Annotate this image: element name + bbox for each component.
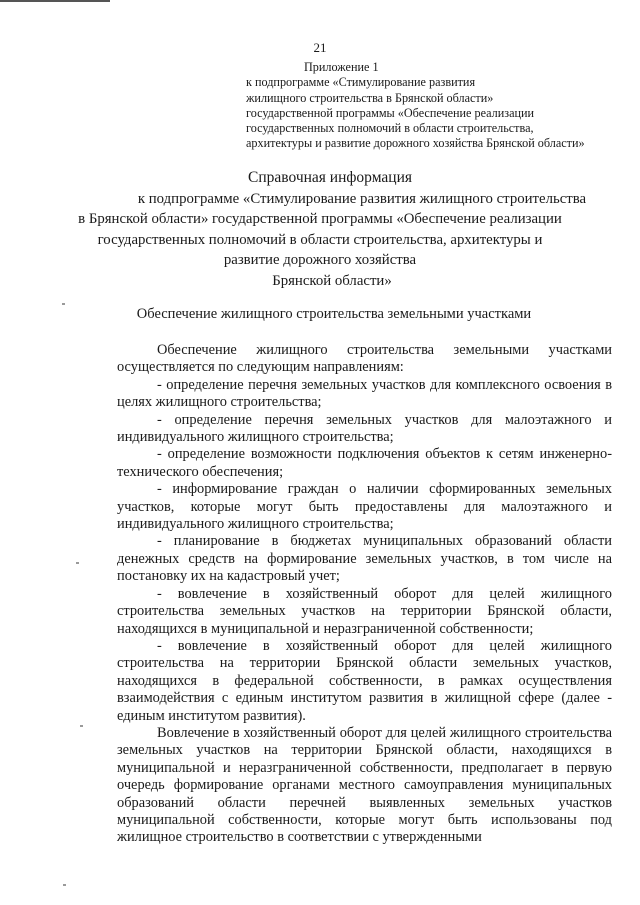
title-line: развитие дорожного хозяйства <box>223 252 417 268</box>
title-line: в Брянской области» государственной программы «Обеспечение реализации <box>78 211 562 227</box>
list-item: - определение перечня земельных участков для малоэтажного и индивидуального жилищного строительства; <box>117 411 612 446</box>
list-item: - определение возможности подключения объектов к сетям инженерно-технического обеспечения; <box>117 446 612 480</box>
page-number: 21 <box>313 40 327 55</box>
appendix-line: Приложение 1 <box>304 60 379 74</box>
list-item: - вовлечение в хозяйственный оборот для целей жилищного строительства на территории Брянской области земельных участков, находящихся в федеральной собственности, в рамках осуществления взаимодействия с единым институтом развития в жилищной сфере (далее - единым институтом развития). <box>117 637 612 724</box>
list-item: - определение перечня земельных участков для комплексного освоения в целях жилищного строительства; <box>117 376 612 411</box>
title-line: к подпрограмме «Стимулирование развития жилищного строительства <box>137 190 587 207</box>
appendix-header <box>246 60 585 152</box>
scan-speck <box>62 303 65 305</box>
list-item: - планирование в бюджетах муниципальных образований области денежных средств на формирование земельных участков, в том числе на постановку их на кадастровый учет; <box>117 533 612 585</box>
document-title <box>0 168 640 291</box>
scan-speck <box>76 562 79 564</box>
scan-speck <box>63 884 66 886</box>
title-line: государственных полномочий в области строительства, архитектуры и <box>97 231 543 248</box>
appendix-line: государственной программы «Обеспечение реализации <box>246 105 535 120</box>
list-item: - информирование граждан о наличии сформированных земельных участков, которые могут быть предоставлены для малоэтажного и индивидуального жилищного строительства; <box>117 481 612 533</box>
scan-speck <box>80 725 83 727</box>
appendix-line: государственных полномочий в области строительства, <box>246 121 534 136</box>
body-text <box>117 342 612 847</box>
appendix-line: к подпрограмме «Стимулирование развития <box>246 75 476 90</box>
appendix-line: архитектуры и развитие дорожного хозяйства Брянской области» <box>246 136 585 151</box>
section-heading: Обеспечение жилищного строительства земельными участками <box>136 306 532 322</box>
paragraph: Обеспечение жилищного строительства земельными участками осуществляется по следующим направлениям: <box>117 342 612 376</box>
list-item: - вовлечение в хозяйственный оборот для целей жилищного строительства земельных участков на территории Брянской области, находящихся в муниципальной и неразграниченной собственности; <box>117 585 612 637</box>
top-rule <box>0 0 110 2</box>
paragraph: Вовлечение в хозяйственный оборот для целей жилищного строительства земельных участков на территории Брянской области, находящихся в муниципальной и неразграниченной собственности, предполагает в первую очередь формирование органами местного самоуправления муниципальных образований области перечней выявленных земельных участков муниципальной собственности, которые могут быть использованы под жилищное строительство в соответствии с утвержденными <box>117 724 612 846</box>
title-main: Справочная информация <box>248 169 412 186</box>
title-line: Брянской области» <box>272 272 392 289</box>
appendix-line: жилищного строительства в Брянской области» <box>246 90 494 105</box>
